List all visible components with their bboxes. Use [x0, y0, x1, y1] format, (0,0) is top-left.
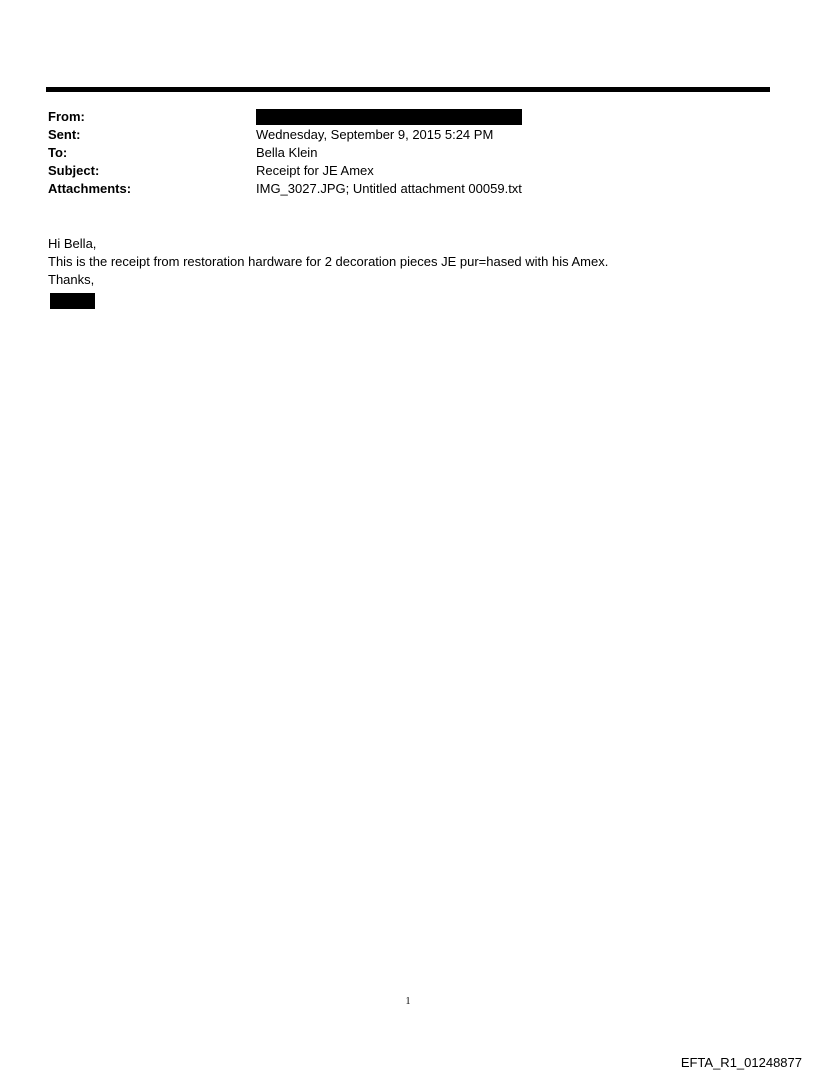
document-id: EFTA_R1_01248877 — [680, 1055, 802, 1070]
sent-label: Sent: — [48, 126, 81, 142]
email-header — [48, 107, 748, 197]
to-label: To: — [48, 144, 68, 160]
from-label: From: — [48, 108, 85, 124]
closing: Thanks, — [48, 272, 95, 287]
sent-row — [48, 125, 748, 143]
page-number: 1 — [405, 996, 411, 1007]
header-rule — [46, 87, 770, 92]
email-body — [48, 235, 608, 289]
subject-row — [48, 161, 748, 179]
from-redaction — [256, 109, 522, 125]
greeting: Hi Bella, — [48, 236, 97, 251]
to-row — [48, 143, 748, 161]
attachments-row — [48, 179, 748, 197]
body-line: This is the receipt from restoration hardware for 2 decoration pieces JE pur=hased with his Amex. — [48, 254, 609, 269]
attachments-label: Attachments: — [48, 180, 132, 196]
subject-label: Subject: — [48, 162, 100, 178]
subject-value: Receipt for JE Amex — [256, 162, 374, 178]
to-value: Bella Klein — [256, 144, 318, 160]
sent-value: Wednesday, September 9, 2015 5:24 PM — [256, 126, 494, 142]
attachments-value: IMG_3027.JPG; Untitled attachment 00059.txt — [256, 180, 522, 196]
signature-redaction — [50, 293, 95, 309]
from-row — [48, 107, 748, 125]
